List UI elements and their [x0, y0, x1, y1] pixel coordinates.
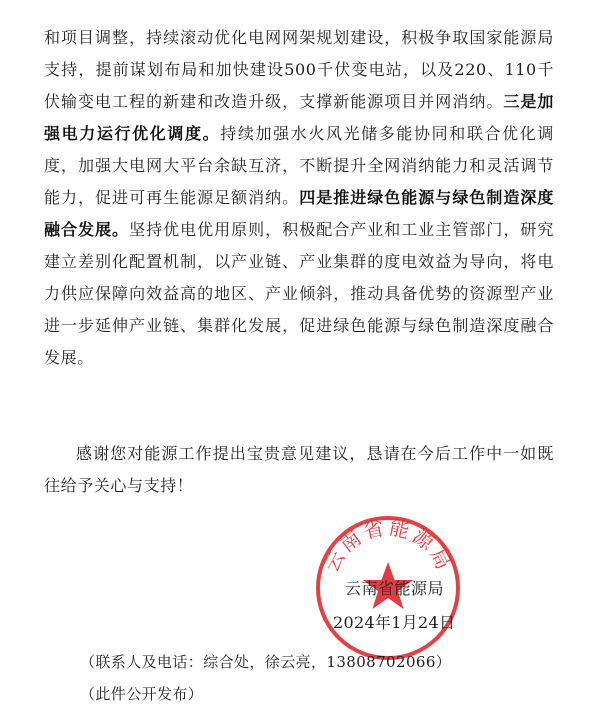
publish-note: （此件公开发布） [80, 685, 204, 703]
point-3-text: 持续加强水火风光储多能协同和联合优化调度，加强大电网大平台余缺互济，不断提升全网消纳能力和灵活调节能力，促进可再生能源足额消纳。 [44, 124, 554, 207]
body-paragraph [44, 22, 554, 374]
point-4-text: 坚持优电优用原则，积极配合产业和工业主管部门，研究建立差别化配置机制，以产业链、产业集群的度电效益为导向，将电力供应保障向效益高的地区、产业倾斜，推动具备优势的资源型产业进一步延伸产业链、集群化发展，促进绿色能源与绿色制造深度融合发展。 [44, 220, 554, 367]
seal-ring-text: 云南省能源局 [318, 515, 458, 576]
contact-info: （联系人及电话：综合处，徐云亮，13808702066） [80, 653, 452, 671]
issuing-authority: 云南省能源局 [345, 579, 445, 598]
issue-date: 2024年1月24日 [333, 613, 456, 632]
paragraph-lead: 和项目调整，持续滚动优化电网网架规划建设，积极争取国家能源局支持，提前谋划布局和加快建设500千伏变电站，以及220、110千伏输变电工程的新建和改造升级，支撑新能源项目并网消纳。 [44, 28, 554, 111]
reply-paragraph [44, 22, 554, 374]
thanks-paragraph: 感谢您对能源工作提出宝贵意见建议，恳请在今后工作中一如既往给予关心与支持！ [44, 444, 554, 495]
point-4-heading: 四是推进绿色能源与绿色制造深度融合发展。 [44, 188, 554, 239]
point-3-heading: 三是加强电力运行优化调度。 [44, 92, 554, 143]
